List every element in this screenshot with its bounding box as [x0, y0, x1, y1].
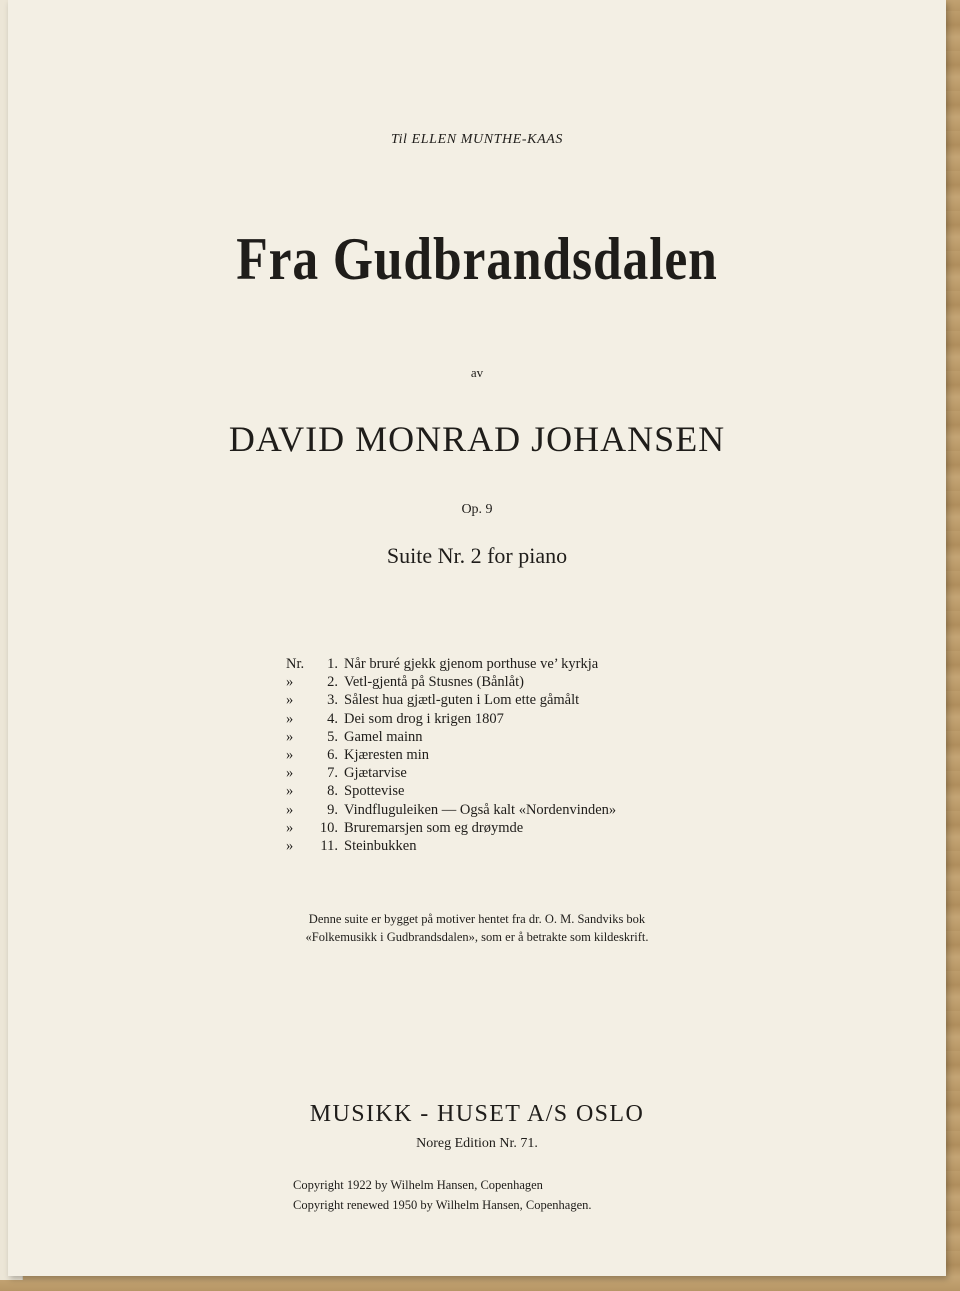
item-number: 5. [327, 728, 338, 745]
item-prefix: » [286, 819, 294, 836]
copyright-line: Copyright 1922 by Wilhelm Hansen, Copenhagen [293, 1178, 543, 1192]
pieces-list [284, 655, 616, 855]
source-note-line: «Folkemusikk i Gudbrandsdalen», som er å betrakte som kildeskrift. [305, 930, 649, 944]
list-item [284, 673, 616, 691]
item-title: Kjæresten min [344, 746, 429, 763]
item-title: Gjætarvise [344, 765, 407, 782]
item-title: Vindfluguleiken — Også kalt «Nordenvinden» [344, 801, 617, 818]
item-number: 9. [327, 801, 338, 818]
item-number: 3. [327, 692, 338, 709]
item-title: Steinbukken [344, 837, 417, 854]
item-title: Spottevise [344, 783, 405, 800]
edition-number: Noreg Edition Nr. 71. [416, 1136, 538, 1151]
item-number: 6. [327, 746, 338, 763]
list-item [284, 782, 616, 800]
item-title: Gamel mainn [344, 728, 423, 745]
list-item [284, 655, 616, 673]
item-prefix: » [286, 837, 294, 854]
publisher-name: MUSIKK - HUSET A/S OSLO [309, 1101, 645, 1127]
item-prefix: » [286, 692, 294, 709]
list-item [284, 837, 616, 855]
list-item [284, 764, 616, 782]
item-title: Sålest hua gjætl-guten i Lom ette gåmålt [344, 692, 580, 709]
item-prefix: » [286, 710, 294, 727]
score-title-page [8, 0, 946, 1276]
list-item [284, 801, 616, 819]
item-number: 7. [327, 765, 338, 782]
item-prefix: » [286, 801, 294, 818]
item-number: 11. [320, 837, 338, 854]
item-number: 4. [327, 710, 338, 727]
item-title: Dei som drog i krigen 1807 [344, 710, 504, 727]
list-item [284, 746, 616, 764]
item-prefix: » [286, 765, 294, 782]
dedication: Til ELLEN MUNTHE-KAAS [390, 132, 564, 147]
item-title: Vetl-gjentå på Stusnes (Bånlåt) [344, 674, 524, 691]
list-item [284, 819, 616, 837]
list-item [284, 710, 616, 728]
source-note [8, 910, 946, 946]
item-number: 10. [319, 819, 338, 836]
composer-name: DAVID MONRAD JOHANSEN [228, 419, 726, 459]
copyright-notice [293, 1175, 592, 1215]
item-number: 8. [327, 783, 338, 800]
suite-subtitle: Suite Nr. 2 for piano [386, 543, 568, 568]
item-prefix: » [286, 783, 294, 800]
by-label: av [470, 365, 484, 380]
item-number: 1. [327, 656, 338, 672]
item-prefix: Nr. [286, 656, 305, 672]
source-note-line: Denne suite er bygget på motiver hentet fra dr. O. M. Sandviks bok [308, 912, 646, 926]
item-prefix: » [286, 728, 294, 745]
item-title: Når bruré gjekk gjenom porthuse ve’ kyrkja [344, 656, 599, 672]
item-prefix: » [286, 746, 294, 763]
list-item [284, 691, 616, 709]
list-item [284, 728, 616, 746]
copyright-line: Copyright renewed 1950 by Wilhelm Hansen, Copenhagen. [293, 1198, 592, 1212]
item-prefix: » [286, 674, 294, 691]
opus-number: Op. 9 [461, 502, 493, 517]
item-title: Bruremarsjen som eg drøymde [344, 819, 524, 836]
item-number: 2. [327, 674, 338, 691]
work-title: Fra Gudbrandsdalen [236, 226, 718, 292]
